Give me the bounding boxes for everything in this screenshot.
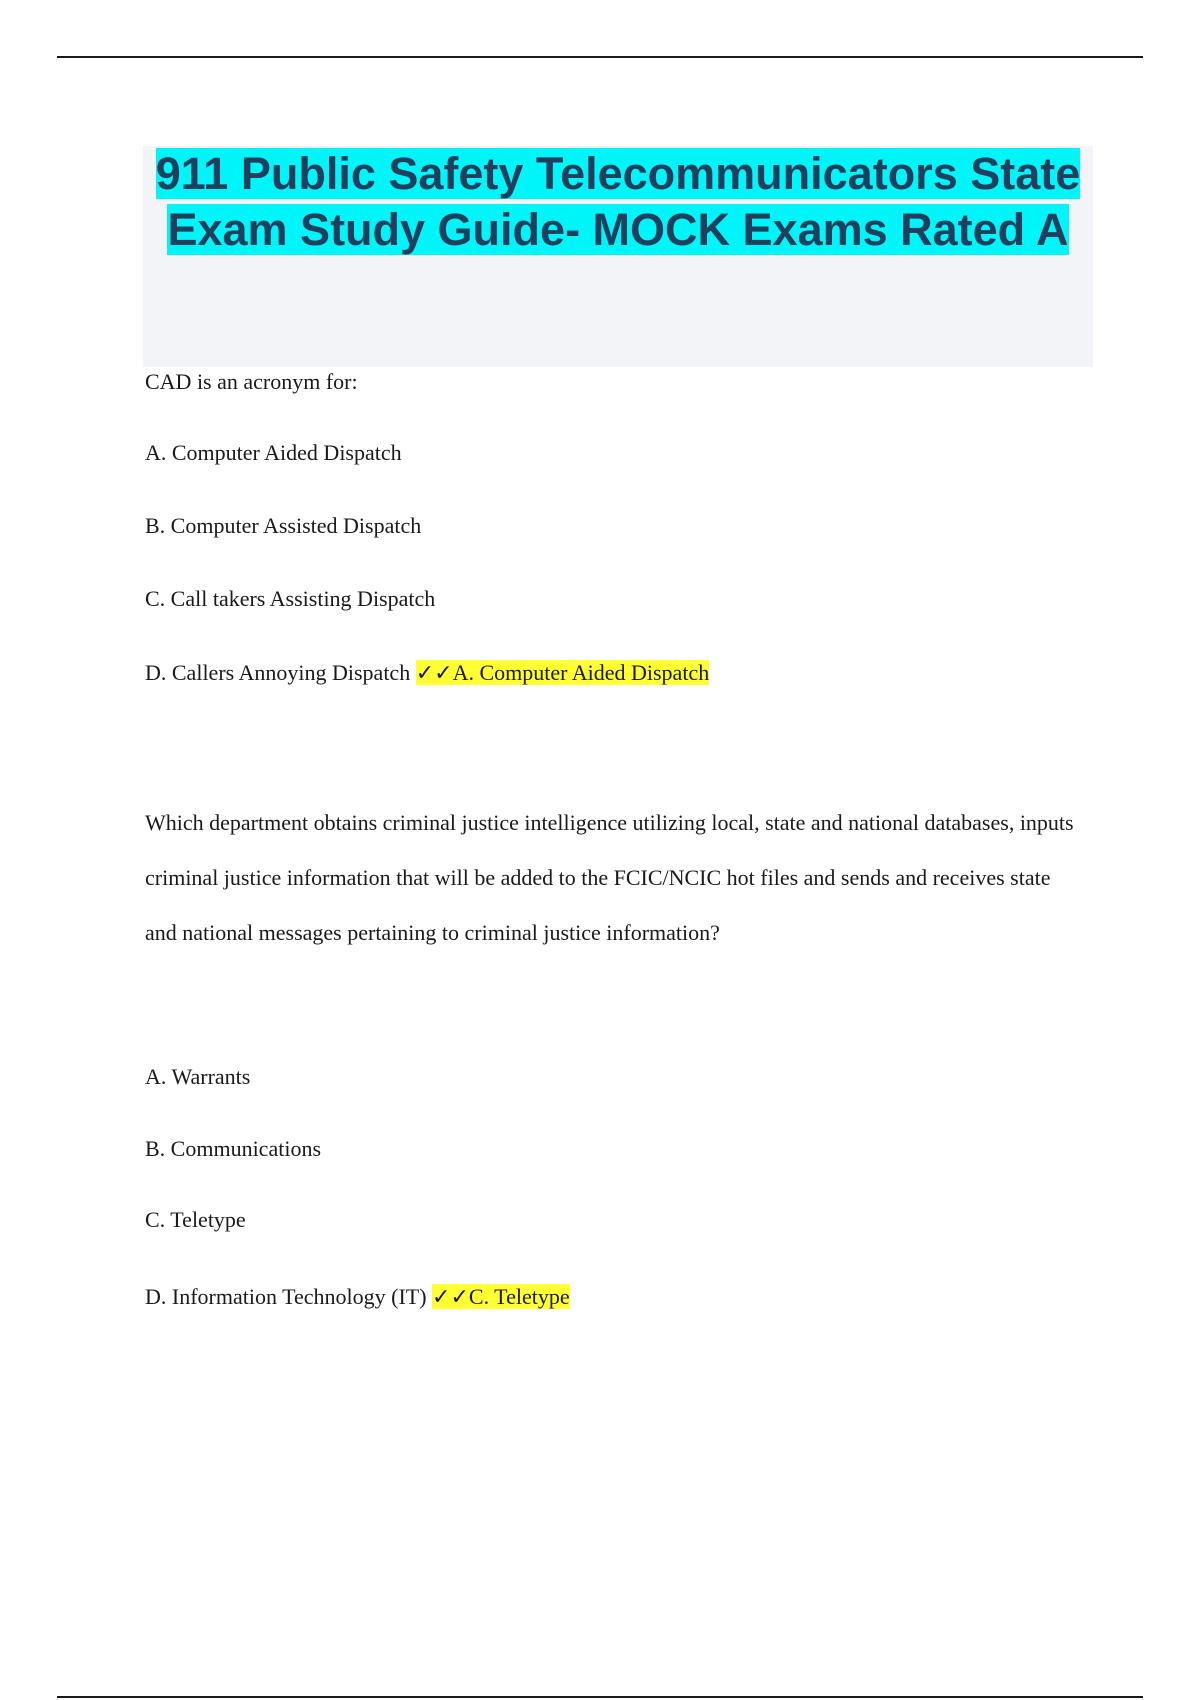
- question-2-option-d-label: D. Information Technology (IT): [145, 1284, 427, 1309]
- bottom-rule: [57, 1696, 1143, 1698]
- question-1-option-d: [145, 659, 709, 687]
- question-2-option-a: A. Warrants: [145, 1064, 251, 1089]
- document-title-highlight: 911 Public Safety Telecommunicators State Exam Study Guide- MOCK Exams Rated A: [155, 148, 1081, 255]
- question-2-answer: ✓✓C. Teletype: [432, 1284, 570, 1309]
- document-title: [143, 146, 1093, 258]
- question-1-answer: ✓✓A. Computer Aided Dispatch: [415, 660, 710, 685]
- question-1-option-b: B. Computer Assisted Dispatch: [145, 513, 422, 538]
- question-1-option-d-label: D. Callers Annoying Dispatch: [145, 660, 411, 685]
- question-2-prompt: Which department obtains criminal justice intelligence utilizing local, state and national databases, inputs criminal justice information that will be added to the FCIC/NCIC hot files and sends and receives state and national messages pertaining to criminal justice information?: [145, 810, 1074, 945]
- question-1-option-c: C. Call takers Assisting Dispatch: [145, 586, 436, 611]
- question-2-option-d: [145, 1283, 570, 1311]
- question-2-option-b: B. Communications: [145, 1136, 321, 1161]
- question-2-option-c: C. Teletype: [145, 1207, 246, 1232]
- question-1-prompt: CAD is an acronym for:: [145, 369, 358, 394]
- question-1-option-a: A. Computer Aided Dispatch: [145, 440, 402, 465]
- top-rule: [57, 56, 1143, 58]
